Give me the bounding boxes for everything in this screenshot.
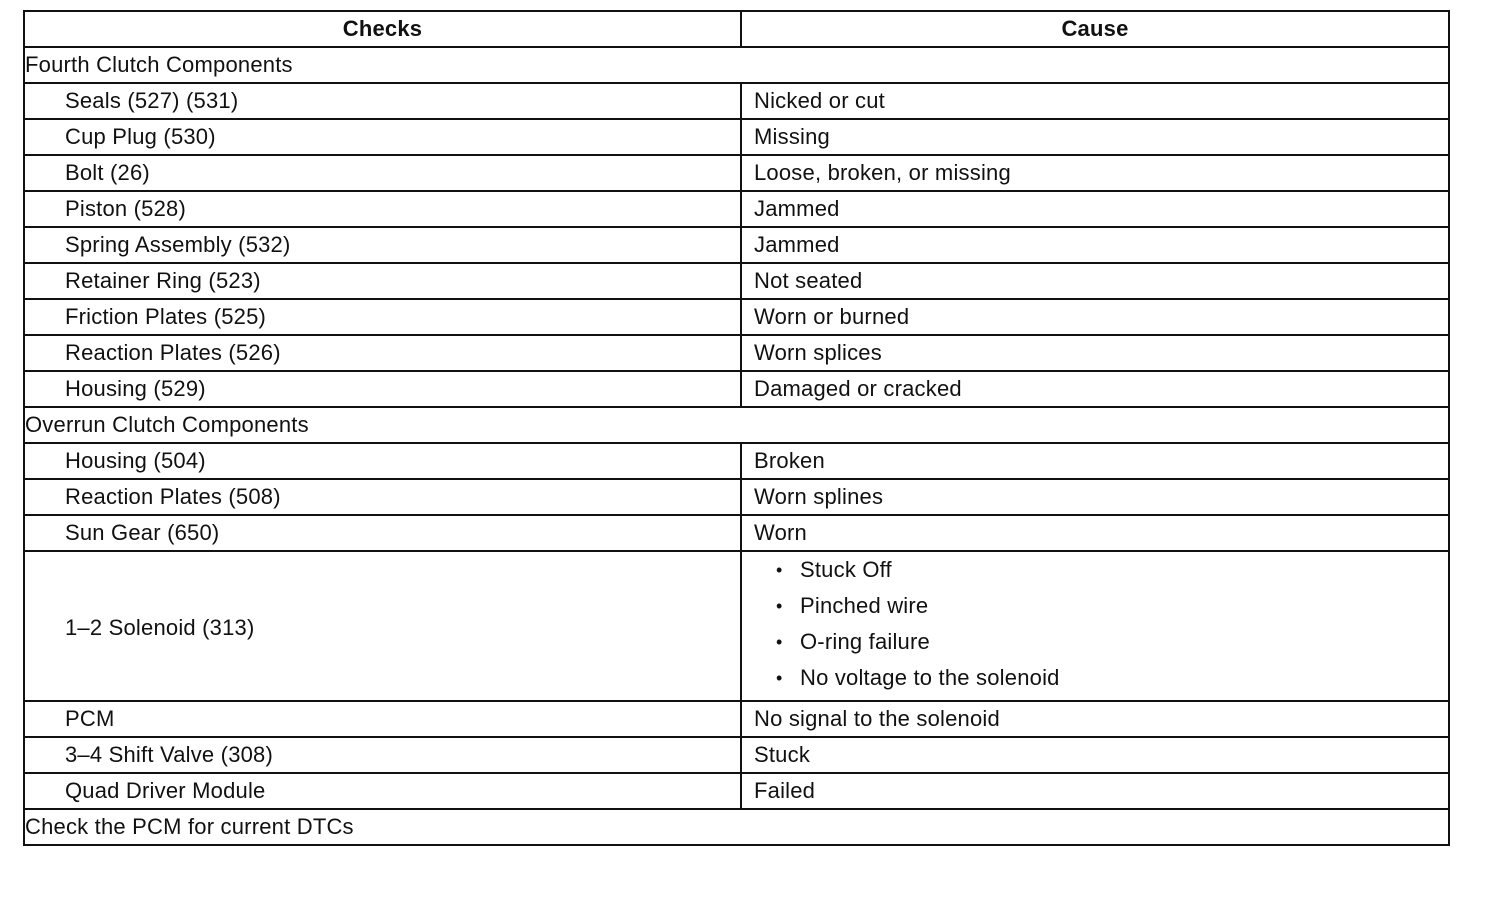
check-cell: Bolt (26) [24,155,741,191]
table-row [24,227,1449,263]
check-cell: 3–4 Shift Valve (308) [24,737,741,773]
cause-bullet-item: • Pinched wire [776,590,1448,626]
check-cell: Quad Driver Module [24,773,741,809]
cause-cell: Damaged or cracked [741,371,1449,407]
table-row [24,515,1449,551]
section-title: Fourth Clutch Components [24,47,1449,83]
diagnosis-table [23,10,1450,846]
table-row [24,479,1449,515]
check-cell: Piston (528) [24,191,741,227]
cause-cell: Worn splines [741,479,1449,515]
cause-bullet-item: • Stuck Off [776,554,1448,590]
check-cell: Reaction Plates (526) [24,335,741,371]
cause-cell: No signal to the solenoid [741,701,1449,737]
table-row [24,335,1449,371]
section-row [24,47,1449,83]
header-cause: Cause [741,11,1449,47]
cause-cell: Failed [741,773,1449,809]
check-cell: 1–2 Solenoid (313) [24,551,741,701]
check-cell: Retainer Ring (523) [24,263,741,299]
check-cell: Housing (529) [24,371,741,407]
check-cell: Housing (504) [24,443,741,479]
cause-cell: Jammed [741,227,1449,263]
table-row [24,191,1449,227]
cause-cell: Stuck [741,737,1449,773]
check-cell: Sun Gear (650) [24,515,741,551]
check-cell: Cup Plug (530) [24,119,741,155]
check-cell: PCM [24,701,741,737]
check-cell: Friction Plates (525) [24,299,741,335]
section-title: Overrun Clutch Components [24,407,1449,443]
table-row [24,737,1449,773]
section-row [24,407,1449,443]
table-row [24,155,1449,191]
cause-bullet-list [742,552,1448,700]
footer-note: Check the PCM for current DTCs [24,809,1449,845]
cause-cell: Worn splices [741,335,1449,371]
header-checks: Checks [24,11,741,47]
check-cell: Reaction Plates (508) [24,479,741,515]
check-cell: Seals (527) (531) [24,83,741,119]
table-row [24,443,1449,479]
cause-cell: Worn or burned [741,299,1449,335]
check-cell: Spring Assembly (532) [24,227,741,263]
cause-cell: Not seated [741,263,1449,299]
header-row [24,11,1449,47]
cause-cell: Broken [741,443,1449,479]
table-row [24,701,1449,737]
cause-bullet-item: • O-ring failure [776,626,1448,662]
table-row [24,263,1449,299]
table-row [24,83,1449,119]
table-row [24,773,1449,809]
table-row [24,299,1449,335]
cause-cell [741,551,1449,701]
cause-cell: Missing [741,119,1449,155]
cause-cell: Jammed [741,191,1449,227]
cause-cell: Worn [741,515,1449,551]
table-row [24,371,1449,407]
footer-row [24,809,1449,845]
cause-bullet-item: • No voltage to the solenoid [776,662,1448,698]
cause-cell: Loose, broken, or missing [741,155,1449,191]
table-row [24,119,1449,155]
table-row [24,551,1449,701]
cause-cell: Nicked or cut [741,83,1449,119]
